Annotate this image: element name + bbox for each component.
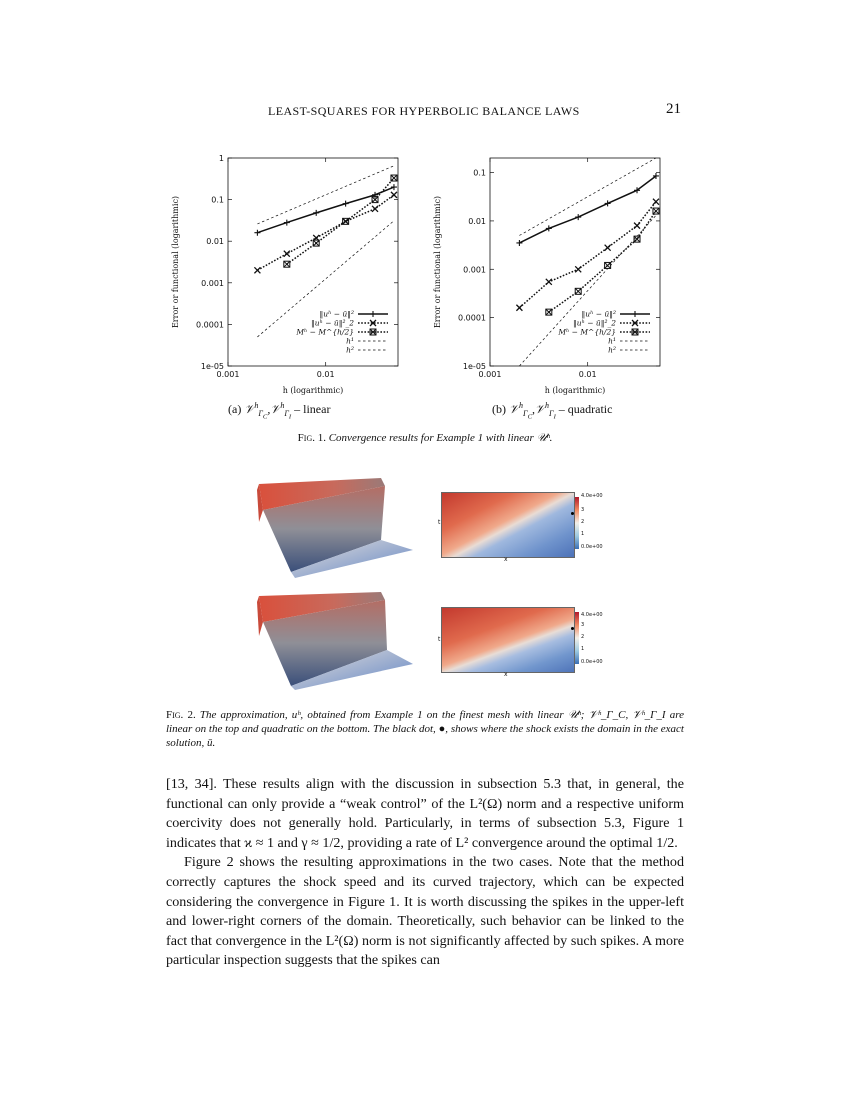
data-point-x-1 xyxy=(372,206,378,212)
data-point-x-1 xyxy=(575,266,581,272)
heatmap-top xyxy=(441,492,575,558)
colorbar-bottom-mid3: 1 xyxy=(581,646,585,652)
colorbar-top-mid1: 3 xyxy=(581,507,585,513)
legend-label-3: h¹ xyxy=(608,336,616,346)
data-point-star-2 xyxy=(653,208,659,214)
data-point-star-2 xyxy=(343,218,349,224)
data-point-plus-0 xyxy=(516,240,522,246)
figure1-caption: Fig. 1. Convergence results for Example 1 with linear 𝒰ʰ. xyxy=(297,432,553,444)
x-axis-label: h (logarithmic) xyxy=(282,386,344,395)
colorbar-top-max: 4.0e+00 xyxy=(581,493,603,499)
shock-exit-dot-top xyxy=(571,512,574,515)
data-point-plus-0 xyxy=(605,200,611,206)
series-line-2 xyxy=(549,211,656,312)
colorbar-bottom-mid1: 3 xyxy=(581,622,585,628)
y-tick-label: 1e-05 xyxy=(200,362,224,371)
body-text xyxy=(166,775,684,971)
legend-label-0: ‖uʰ − ū‖² xyxy=(581,309,616,319)
x-tick-label: 0.001 xyxy=(216,370,240,379)
paragraph-1: [13, 34]. These results align with the discussion in subsection 5.3 that, in general, the functional can only provide a “weak control” of the L²(Ω) norm and a respective uniform coercivity does not generally hold. Particularly, in terms of subsection 5.3, Figure 1 indicates that ϰ ≈ 1 and γ ≈ 1/2, providing a rate of L² convergence around the optimal 1/2. xyxy=(166,776,684,851)
surface-3d-top xyxy=(255,470,415,580)
y-axis-label: Error or functional (logarithmic) xyxy=(171,195,180,329)
legend-label-4: h² xyxy=(346,345,354,355)
y-tick-label: 0.01 xyxy=(468,216,486,226)
data-point-x-1 xyxy=(634,223,640,229)
legend-label-3: h¹ xyxy=(346,336,354,346)
data-point-x-1 xyxy=(546,279,552,285)
data-point-plus-0 xyxy=(343,201,349,207)
colorbar-top-mid3: 1 xyxy=(581,531,585,537)
page-number: 21 xyxy=(666,101,681,117)
data-point-star-2 xyxy=(313,240,319,246)
y-tick-label: 0.01 xyxy=(206,237,224,247)
surface-3d-bottom xyxy=(255,590,415,690)
y-tick-label: 0.1 xyxy=(211,195,224,205)
data-point-x-1 xyxy=(653,199,659,205)
x-tick-label: 0.001 xyxy=(478,370,502,379)
data-point-star-2 xyxy=(546,309,552,315)
data-point-plus-0 xyxy=(546,225,552,231)
legend-label-2: Mʰ − M^{h/2} xyxy=(558,327,616,337)
subfig-a-caption: (a) 𝒱$^h_{\Gamma_C}$,𝒱$^h_{\Gamma_I}$ – linear xyxy=(228,401,331,421)
axis-x-top: x xyxy=(504,556,508,563)
series-line-1 xyxy=(519,202,656,308)
colorbar-bottom-mid2: 2 xyxy=(581,634,585,640)
series-line-1 xyxy=(257,195,394,270)
y-tick-label: 1 xyxy=(218,154,224,163)
colorbar-top-min: 0.0e+00 xyxy=(581,544,603,550)
data-point-star-2 xyxy=(284,261,290,267)
data-point-star-2 xyxy=(634,236,640,242)
axis-t-bottom: t xyxy=(438,636,441,643)
data-point-x-1 xyxy=(605,245,611,251)
colorbar-bottom-min: 0.0e+00 xyxy=(581,659,603,665)
data-point-star-2 xyxy=(575,288,581,294)
data-point-plus-0 xyxy=(284,220,290,226)
legend-label-4: h² xyxy=(608,345,616,355)
data-point-star-2 xyxy=(391,175,397,181)
y-tick-label: 0.001 xyxy=(463,265,486,275)
data-point-plus-0 xyxy=(391,184,397,190)
legend-label-0: ‖uʰ − ū‖² xyxy=(319,309,354,319)
x-tick-label: 0.01 xyxy=(578,370,597,379)
axis-x-bottom: x xyxy=(504,671,508,678)
legend-label-2: Mʰ − M^{h/2} xyxy=(296,327,354,337)
colorbar-top-mid2: 2 xyxy=(581,519,585,525)
data-point-x-1 xyxy=(284,251,290,257)
y-tick-label: 0.0001 xyxy=(458,313,486,323)
data-point-plus-0 xyxy=(370,311,376,317)
data-point-x-1 xyxy=(391,192,397,198)
shock-exit-dot-bottom xyxy=(571,627,574,630)
heatmap-bottom xyxy=(441,607,575,673)
data-point-star-2 xyxy=(605,262,611,268)
figure1b-chart xyxy=(432,150,682,395)
data-point-plus-0 xyxy=(575,214,581,220)
y-tick-label: 1e-05 xyxy=(462,362,486,371)
x-tick-label: 0.01 xyxy=(316,370,335,379)
y-tick-label: 0.001 xyxy=(201,278,224,288)
data-point-plus-0 xyxy=(313,210,319,216)
figure2-caption: Fig. 2. The approximation, uʰ, obtained from Example 1 on the finest mesh with linear 𝒰ʰ; 𝒱ʰ_Γ_C, 𝒱ʰ_Γ_I are linear on the top and quadratic on the bottom. The black dot, ●, shows where the shock exists the domain in the exact solution, ū. xyxy=(166,709,685,749)
y-axis-label: Error or functional (logarithmic) xyxy=(433,195,442,329)
series-line-0 xyxy=(519,176,656,243)
y-tick-label: 0.1 xyxy=(473,168,486,178)
colorbar-bottom-max: 4.0e+00 xyxy=(581,612,603,618)
axis-t-top: t xyxy=(438,519,441,526)
subfig-b-caption: (b) 𝒱$^h_{\Gamma_C}$,𝒱$^h_{\Gamma_I}$ – quadratic xyxy=(492,401,613,421)
series-line-2 xyxy=(287,178,394,264)
running-header: LEAST-SQUARES FOR HYPERBOLIC BALANCE LAWS xyxy=(268,104,580,118)
colorbar-bottom xyxy=(575,612,579,664)
data-point-x-1 xyxy=(516,305,522,311)
y-tick-label: 0.0001 xyxy=(196,320,224,330)
data-point-x-1 xyxy=(254,267,260,273)
x-axis-label: h (logarithmic) xyxy=(544,386,606,395)
data-point-plus-0 xyxy=(254,230,260,236)
colorbar-top xyxy=(575,497,579,549)
legend-label-1: ‖uʰ − ū‖²_2 xyxy=(573,318,616,328)
legend-label-1: ‖uʰ − ū‖²_2 xyxy=(311,318,354,328)
figure1a-chart xyxy=(170,150,420,395)
paragraph-2: Figure 2 shows the resulting approximations in the two cases. Note that the method correctly captures the shock speed and its curved trajectory, which can be expected considering the convergence in Figure 1. It is worth discussing the spikes in the upper-left and lower-right corners of the domain. Theoretically, such behavior can be linked to the fact that convergence in the L²(Ω) norm is not significantly affected by such spikes. A more particular inspection suggests that the spikes can xyxy=(166,854,684,969)
data-point-plus-0 xyxy=(632,311,638,317)
